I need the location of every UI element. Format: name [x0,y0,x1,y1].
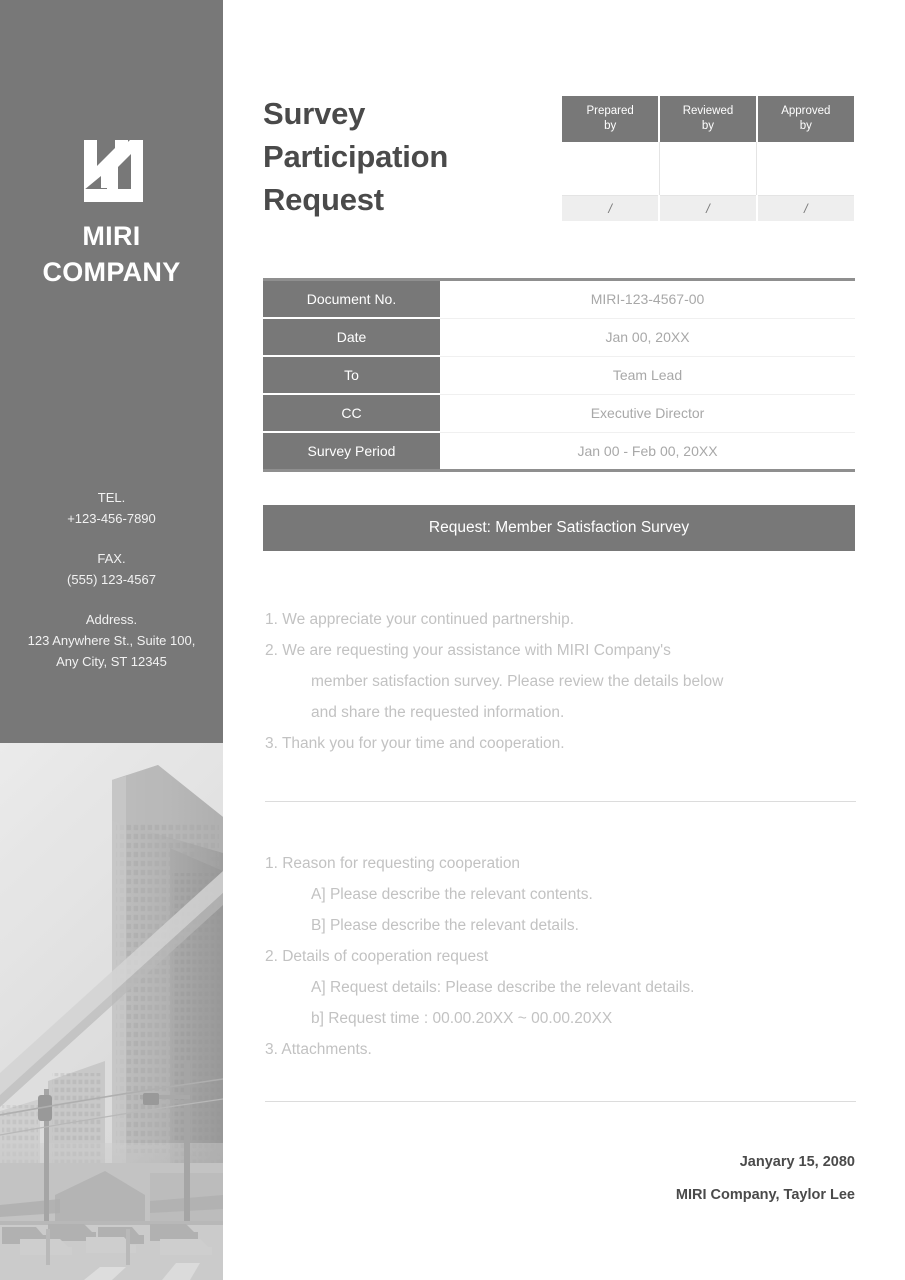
table-row [263,318,855,356]
approval-header-reviewed-by-bottom: by [701,120,715,132]
approval-header-approved-by-bottom: by [799,120,812,132]
approval-header-reviewed-by-top: Reviewed [682,105,734,117]
info-label-survey-period: Survey Period [263,432,440,471]
contact-fax-value: (555) 123-4567 [67,572,156,587]
list-item: 2. Details of cooperation request [265,948,489,965]
contact-address-line-1: 123 Anywhere St., Suite 100, [27,633,196,648]
document-info-table [263,278,855,472]
brand-name [0,218,223,290]
main-content [223,0,905,1280]
city-photo [0,743,223,1280]
approval-header-reviewed-by [659,96,756,142]
approval-header-prepared-by-top: Prepared [586,105,634,117]
divider-bottom [265,1101,856,1102]
brand-line-1: MIRI [82,221,141,251]
approval-date-cell-approved[interactable]: / [757,196,854,222]
page-title-line-3: Request [263,182,384,217]
table-row [263,394,855,432]
info-value-document-no: MIRI-123-4567-00 [440,280,855,319]
contact-fax-label: FAX. [97,551,126,566]
approval-table [562,96,854,221]
divider-top [265,801,856,802]
list-item: member satisfaction survey. Please review the details below [311,673,724,690]
sidebar [0,0,223,1280]
approval-signature-cell-reviewed[interactable] [659,142,756,196]
info-value-cc: Executive Director [440,394,855,432]
list-item: b] Request time : 00.00.20XX ~ 00.00.20XX [311,1010,613,1027]
page-title-line-2: Participation [263,139,449,174]
logo-container [0,140,223,207]
approval-signature-row [562,142,854,196]
contact-info [0,487,223,672]
approval-date-cell-prepared[interactable]: / [562,196,659,222]
page-title-line-1: Survey [263,96,366,131]
info-value-survey-period: Jan 00 - Feb 00, 20XX [440,432,855,471]
contact-tel-value: +123-456-7890 [67,511,156,526]
info-label-to: To [263,356,440,394]
approval-signature-cell-prepared[interactable] [562,142,659,196]
info-label-cc: CC [263,394,440,432]
info-label-date: Date [263,318,440,356]
approval-header-row [562,96,854,142]
approval-header-prepared-by-bottom: by [604,120,617,132]
table-row [263,432,855,471]
info-value-to: Team Lead [440,356,855,394]
table-row [263,356,855,394]
miri-monogram-logo-icon [80,140,144,202]
approval-header-approved-by [757,96,854,142]
intro-list [265,604,865,759]
list-item: A] Request details: Please describe the relevant details. [311,979,695,996]
list-item: 1. We appreciate your continued partnership. [265,611,575,628]
list-item: 2. We are requesting your assistance with MIRI Company's [265,642,671,659]
approval-date-row [562,196,854,222]
contact-fax [0,548,223,590]
brand-line-2: COMPANY [42,257,181,287]
contact-address-line-2: Any City, ST 12345 [56,654,167,669]
details-list [265,848,865,1065]
subject-banner: Request: Member Satisfaction Survey [263,505,855,551]
approval-date-cell-reviewed[interactable]: / [659,196,756,222]
info-label-document-no: Document No. [263,280,440,319]
list-item: A] Please describe the relevant contents. [311,886,593,903]
contact-tel-label: TEL. [97,490,126,505]
info-value-date: Jan 00, 20XX [440,318,855,356]
list-item: and share the requested information. [311,704,565,721]
approval-header-prepared-by [562,96,659,142]
signoff-date: Janyary 15, 2080 [739,1154,855,1170]
contact-tel [0,487,223,529]
signoff-block [455,1146,855,1212]
list-item: B] Please describe the relevant details. [311,917,579,934]
contact-address-label: Address. [85,612,138,627]
approval-signature-cell-approved[interactable] [757,142,854,196]
signoff-signer: MIRI Company, Taylor Lee [675,1187,855,1203]
list-item: 3. Attachments. [265,1041,372,1058]
contact-address [0,609,223,672]
list-item: 1. Reason for requesting cooperation [265,855,521,872]
page-title [263,92,533,221]
table-row [263,280,855,319]
list-item: 3. Thank you for your time and cooperation. [265,735,565,752]
approval-header-approved-by-top: Approved [781,105,831,117]
